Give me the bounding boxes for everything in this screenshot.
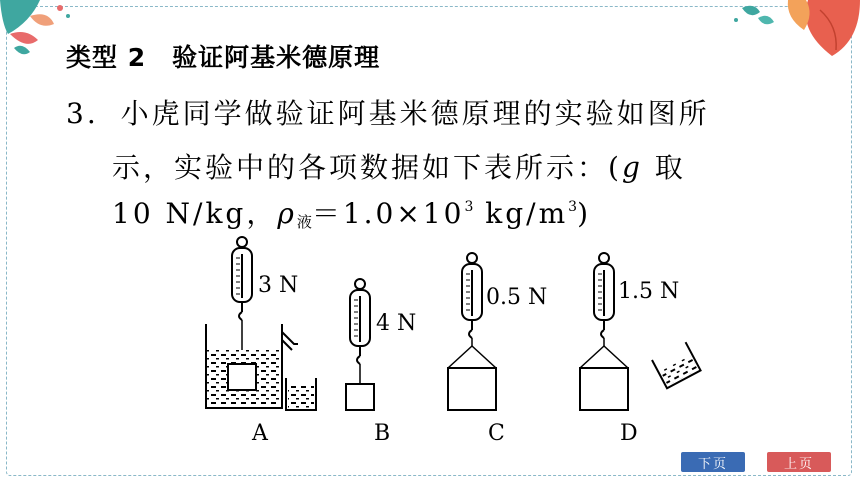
section-heading <box>66 38 380 74</box>
question-text-3d: ) <box>577 197 592 230</box>
reading-c: 0.5 N <box>486 285 548 310</box>
question-line-2 <box>112 146 686 186</box>
question-text-3b: ＝1.0×10 <box>311 197 465 230</box>
previous-page-button[interactable]: 上页 <box>767 452 831 472</box>
section-title: 验证阿基米德原理 <box>172 43 381 72</box>
exponent-1: 3 <box>464 199 474 215</box>
question-text-2b: 取 <box>642 151 686 184</box>
question-text-3a: 10 N/kg， <box>112 197 278 230</box>
rho-symbol: ρ <box>277 197 297 230</box>
reading-a: 3 N <box>258 273 299 298</box>
exponent-2: 3 <box>568 199 578 215</box>
type-label: 类型 2 <box>66 43 147 72</box>
panel-a <box>206 237 316 410</box>
label-a: A <box>252 421 268 446</box>
panel-b <box>346 279 374 410</box>
next-page-button[interactable]: 下页 <box>681 452 745 472</box>
reading-b: 4 N <box>376 311 417 336</box>
label-d: D <box>620 421 638 446</box>
label-b: B <box>374 421 391 446</box>
question-text-2a: 示，实验中的各项数据如下表所示：( <box>112 151 622 184</box>
reading-d: 1.5 N <box>618 279 680 304</box>
rho-subscript: 液 <box>296 213 312 231</box>
g-symbol: g <box>621 151 643 184</box>
question-text-3c: kg/m <box>473 197 569 230</box>
label-c: C <box>488 421 505 446</box>
panel-d <box>580 253 701 410</box>
leaf-decoration-right <box>728 0 860 70</box>
experiment-figure <box>190 232 710 450</box>
question-line-3 <box>112 192 591 232</box>
question-line-1 <box>66 92 710 132</box>
question-text-1: 小虎同学做验证阿基米德原理的实验如图所 <box>120 97 710 130</box>
question-number: 3. <box>66 97 99 130</box>
panel-c <box>448 253 496 410</box>
